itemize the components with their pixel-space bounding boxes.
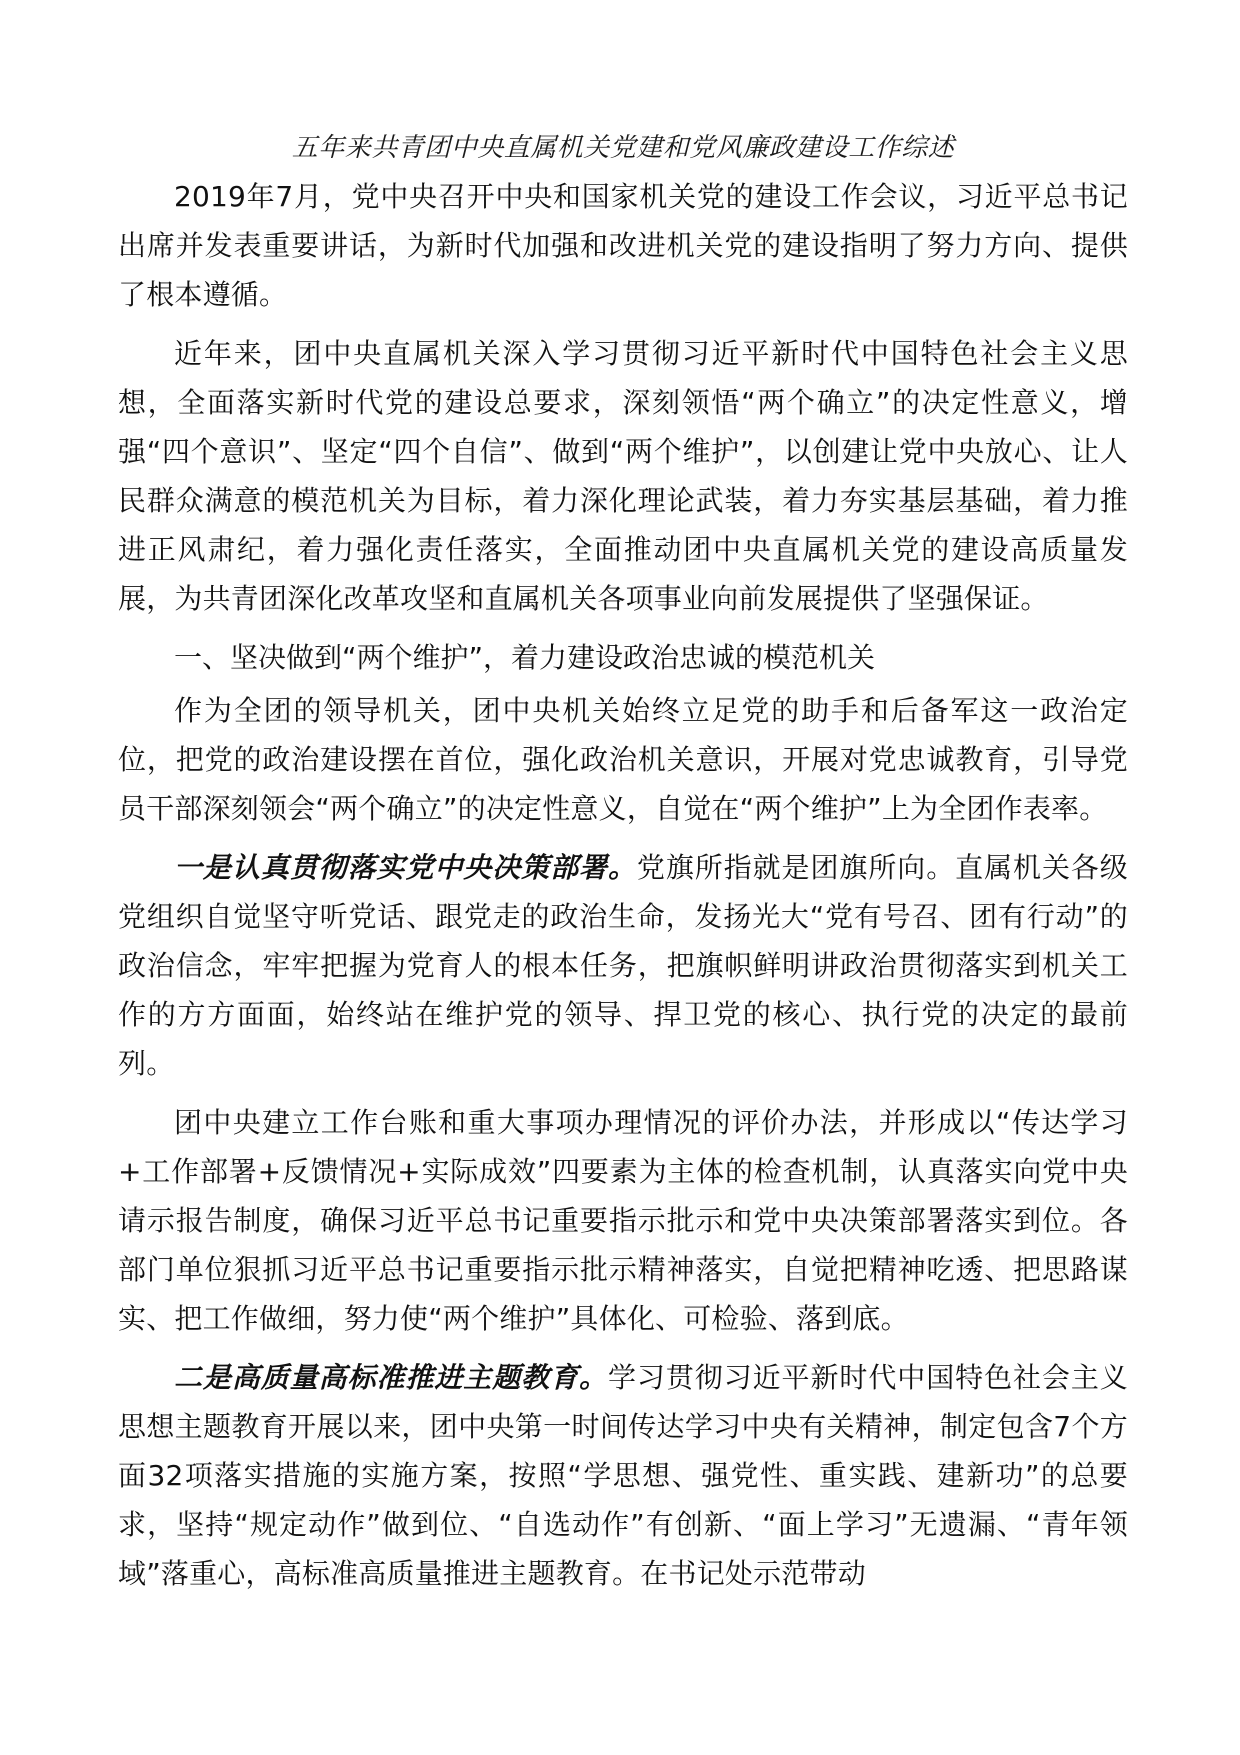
paragraph-intro: 2019年7月，党中央召开中央和国家机关党的建设工作会议，习近平总书记出席并发表重要讲话，为新时代加强和改进机关党的建设指明了努力方向、提供了根本遵循。 [118, 180, 1128, 311]
paragraph-point-1 [118, 843, 1128, 1088]
paragraph-point-2 [118, 1353, 1128, 1598]
section-heading-1: 一、坚决做到“两个维护”，着力建设政治忠诚的模范机关 [174, 641, 876, 674]
point-2-lead: 二是高质量高标准推进主题教育。 [174, 1361, 608, 1394]
document-title: 五年来共青团中央直属机关党建和党风廉政建设工作综述 [291, 133, 955, 163]
point-1-lead: 一是认真贯彻落实党中央决策部署。 [174, 851, 637, 884]
paragraph-overview: 近年来，团中央直属机关深入学习贯彻习近平新时代中国特色社会主义思想，全面落实新时代党的建设总要求，深刻领悟“两个确立”的决定性意义，增强“四个意识”、坚定“四个自信”、做到“两个维护”，以创建让党中央放心、让人民群众满意的模范机关为目标，着力深化理论武装，着力夯实基层基础，着力推进正风肃纪，着力强化责任落实，全面推动团中央直属机关党的建设高质量发展，为共青团深化改革攻坚和直属机关各项事业向前发展提供了坚强保证。 [118, 337, 1128, 615]
point-1-body: 党旗所指就是团旗所向。直属机关各级党组织自觉坚守听党话、跟党走的政治生命，发扬光大“党有号召、团有行动”的政治信念，牢牢把握为党育人的根本任务，把旗帜鲜明讲政治贯彻落实到机关工作的方方面面，始终站在维护党的领导、捍卫党的核心、执行党的决定的最前列。 [118, 851, 1129, 1080]
point-2-body: 学习贯彻习近平新时代中国特色社会主义思想主题教育开展以来，团中央第一时间传达学习中央有关精神，制定包含7个方面32项落实措施的实施方案，按照“学思想、强党性、重实践、建新功”的总要求，坚持“规定动作”做到位、“自选动作”有创新、“面上学习”无遗漏、“青年领域”落重心，高标准高质量推进主题教育。在书记处示范带动 [118, 1361, 1128, 1590]
paragraph-section-1-intro: 作为全团的领导机关，团中央机关始终立足党的助手和后备军这一政治定位，把党的政治建设摆在首位，强化政治机关意识，开展对党忠诚教育，引导党员干部深刻领会“两个确立”的决定性意义，自觉在“两个维护”上为全团作表率。 [118, 694, 1128, 825]
document-page [118, 130, 1128, 1608]
paragraph-mechanism: 团中央建立工作台账和重大事项办理情况的评价办法，并形成以“传达学习+工作部署+反馈情况+实际成效”四要素为主体的检查机制，认真落实向党中央请示报告制度，确保习近平总书记重要指示批示和党中央决策部署落实到位。各部门单位狠抓习近平总书记重要指示批示精神落实，自觉把精神吃透、把思路谋实、把工作做细，努力使“两个维护”具体化、可检验、落到底。 [118, 1106, 1128, 1335]
